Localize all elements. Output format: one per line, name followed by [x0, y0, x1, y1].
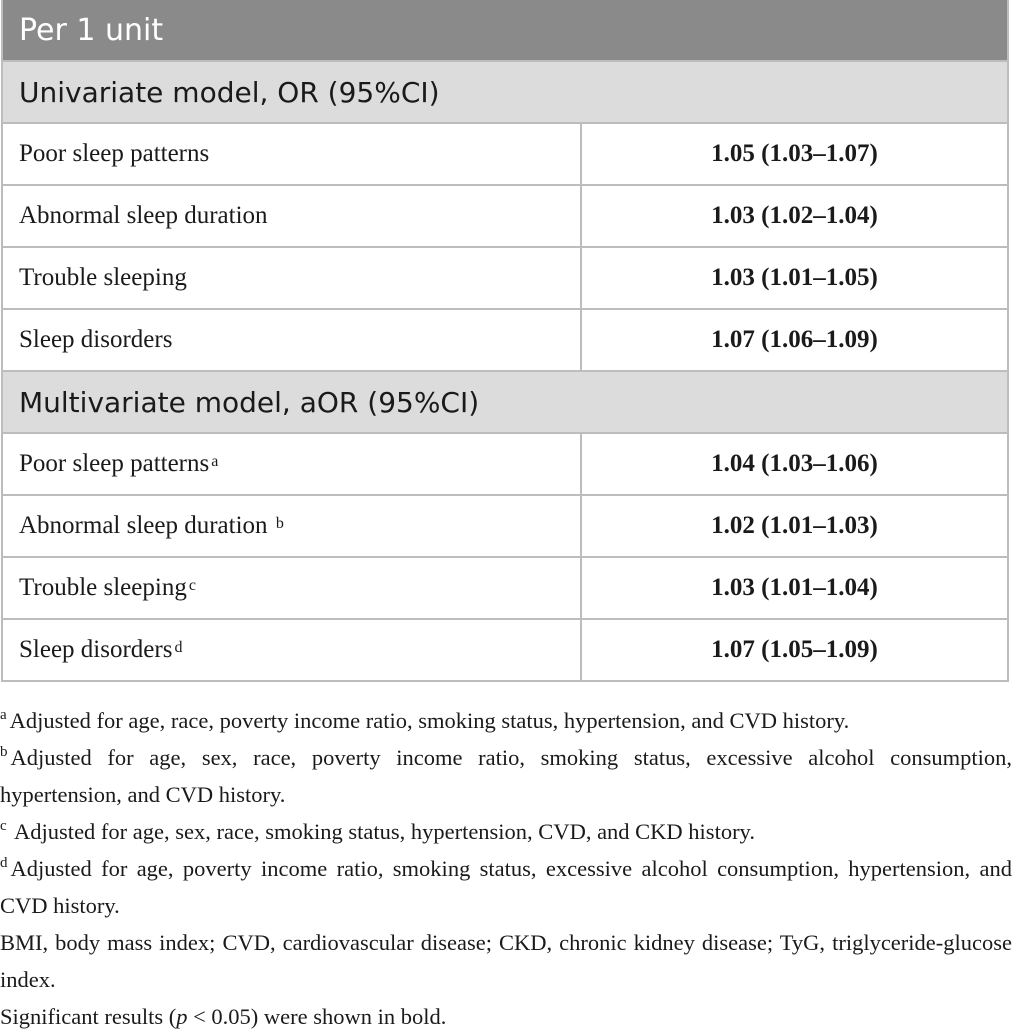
results-table — [1, 0, 1009, 682]
footnote-mark: c — [0, 817, 7, 834]
row-value: 1.03 (1.01–1.04) — [711, 574, 878, 601]
row-value: 1.07 (1.06–1.09) — [711, 326, 878, 353]
footnote-text: Adjusted for age, race, poverty income ratio, smoking status, hypertension, and CVD history. — [9, 708, 850, 733]
row-label: Trouble sleeping — [3, 248, 582, 308]
table-row — [3, 434, 1007, 496]
footnote-text: Adjusted for age, sex, race, poverty income ratio, smoking status, excessive alcohol consumption, hypertension, and CVD history. — [0, 745, 1012, 807]
significance-note — [0, 998, 1012, 1035]
table-row — [3, 620, 1007, 682]
significance-prefix: Significant results ( — [0, 1004, 177, 1029]
significance-suffix: < 0.05) were shown in bold. — [187, 1004, 447, 1029]
table-row — [3, 186, 1007, 248]
table-row — [3, 124, 1007, 186]
footnote-text: Adjusted for age, poverty income ratio, smoking status, excessive alcohol consumption, hypertension, and CVD history. — [0, 856, 1012, 918]
row-label: Abnormal sleep duration — [3, 186, 582, 246]
table-row — [3, 496, 1007, 558]
row-label: Trouble sleeping $^c$ — [3, 558, 582, 618]
row-label: Poor sleep patterns — [3, 124, 582, 184]
row-value: 1.03 (1.01–1.05) — [711, 264, 878, 291]
footnote-mark: b — [0, 743, 8, 760]
table-row — [3, 558, 1007, 620]
section-title-univariate: Univariate model, OR (95%CI) — [3, 62, 1007, 124]
row-value: 1.03 (1.02–1.04) — [711, 202, 878, 229]
footnote-d — [0, 850, 1012, 924]
table-header: Per 1 unit — [3, 0, 1007, 62]
row-value: 1.04 (1.03–1.06) — [711, 450, 878, 477]
row-label: Abnormal sleep duration $^b$ — [3, 496, 582, 556]
footnote-a — [0, 702, 1012, 739]
row-value: 1.02 (1.01–1.03) — [711, 512, 878, 539]
row-value: 1.07 (1.05–1.09) — [711, 636, 878, 663]
row-label: Sleep disorders — [3, 310, 582, 370]
footnote-mark: a — [0, 706, 7, 723]
row-label: Poor sleep patterns $^a$ — [3, 434, 582, 494]
table-row — [3, 310, 1007, 372]
footnote-mark: d — [0, 854, 8, 871]
section-title-multivariate: Multivariate model, aOR (95%CI) — [3, 372, 1007, 434]
p-symbol: p — [176, 1004, 188, 1029]
row-value: 1.05 (1.03–1.07) — [711, 140, 878, 167]
table-footnotes — [0, 702, 1012, 1035]
footnote-c — [0, 813, 1012, 850]
row-label: Sleep disorders $^d$ — [3, 620, 582, 680]
abbreviations-note: BMI, body mass index; CVD, cardiovascular disease; CKD, chronic kidney disease; TyG, triglyceride-glucose index. — [0, 930, 1012, 992]
table-row — [3, 248, 1007, 310]
footnote-b — [0, 739, 1012, 813]
footnote-text: Adjusted for age, sex, race, smoking status, hypertension, CVD, and CKD history. — [9, 819, 755, 844]
